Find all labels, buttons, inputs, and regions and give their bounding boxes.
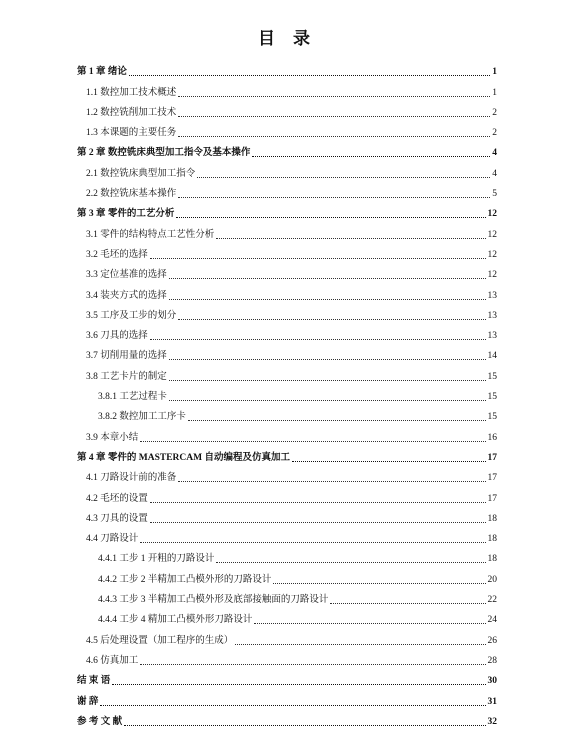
dot-leader (140, 663, 485, 665)
dot-leader (330, 602, 485, 604)
toc-page-number: 13 (487, 290, 497, 301)
toc-section-entry[interactable] (77, 565, 497, 585)
toc-page-number: 24 (487, 615, 497, 626)
dot-leader (124, 724, 485, 726)
toc-page-number: 18 (487, 534, 497, 545)
toc-entry-label: 结 束 语 (77, 676, 111, 687)
toc-section-entry[interactable] (77, 180, 497, 200)
toc-page-number: 31 (487, 696, 497, 707)
toc-entry-label: 1.2 数控铣削加工技术 (86, 107, 177, 118)
dot-leader (178, 196, 490, 198)
toc-page-number: 12 (487, 209, 497, 220)
toc-page-number: 12 (487, 270, 497, 281)
toc-chapter-entry[interactable] (77, 444, 497, 464)
dot-leader (112, 683, 485, 685)
toc-entry-label: 3.7 切削用量的选择 (86, 351, 167, 362)
dot-leader (100, 704, 485, 706)
toc-entry-label: 4.4.1 工步 1 开粗的刀路设计 (98, 554, 215, 565)
dot-leader (216, 561, 485, 563)
toc-section-entry[interactable] (77, 484, 497, 504)
toc-entry-label: 3.4 装夹方式的选择 (86, 290, 167, 301)
dot-leader (150, 521, 486, 523)
toc-section-entry[interactable] (77, 423, 497, 443)
toc-entry-label: 第 2 章 数控铣床典型加工指令及基本操作 (77, 148, 251, 159)
toc-page-number: 13 (487, 310, 497, 321)
toc-entry-label: 谢 辞 (77, 696, 99, 707)
toc-page-number: 1 (492, 87, 497, 98)
toc-section-entry[interactable] (77, 362, 497, 382)
toc-chapter-entry[interactable] (77, 667, 497, 687)
toc-entry-label: 第 1 章 绪论 (77, 67, 127, 78)
toc-page-number: 4 (492, 148, 497, 159)
toc-section-entry[interactable] (77, 220, 497, 240)
toc-page-number: 2 (492, 107, 497, 118)
toc-page-number: 18 (487, 513, 497, 524)
dot-leader (150, 257, 486, 259)
toc-page-number: 14 (487, 351, 497, 362)
toc-page-number: 12 (487, 249, 497, 260)
dot-leader (188, 419, 486, 421)
dot-leader (197, 176, 490, 178)
toc-section-entry[interactable] (77, 383, 497, 403)
toc-page-number: 20 (487, 574, 497, 585)
toc-page-number: 22 (487, 595, 497, 606)
dot-leader (254, 622, 485, 624)
dot-leader (169, 298, 486, 300)
toc-section-entry[interactable] (77, 261, 497, 281)
toc-entry-label: 4.4.2 工步 2 半精加工凸模外形的刀路设计 (98, 574, 272, 585)
toc-section-entry[interactable] (77, 647, 497, 667)
toc-entry-label: 3.8 工艺卡片的制定 (86, 371, 167, 382)
toc-entry-label: 1.3 本课题的主要任务 (86, 128, 177, 139)
table-of-contents (77, 58, 497, 728)
toc-section-entry[interactable] (77, 99, 497, 119)
toc-entry-label: 3.2 毛坯的选择 (86, 249, 148, 260)
toc-section-entry[interactable] (77, 525, 497, 545)
toc-entry-label: 2.2 数控铣床基本操作 (86, 189, 177, 200)
toc-page-number: 4 (492, 168, 497, 179)
toc-entry-label: 3.9 本章小结 (86, 432, 139, 443)
dot-leader (140, 440, 485, 442)
dot-leader (292, 460, 486, 462)
dot-leader (273, 582, 485, 584)
toc-page-number: 5 (492, 189, 497, 200)
toc-page-number: 17 (487, 473, 497, 484)
toc-entry-label: 4.5 后处理设置（加工程序的生成） (86, 635, 234, 646)
toc-entry-label: 4.4.3 工步 3 半精加工凸模外形及底部接触面的刀路设计 (98, 595, 329, 606)
dot-leader (150, 501, 486, 503)
dot-leader (235, 643, 485, 645)
toc-entry-label: 3.8.1 工艺过程卡 (98, 392, 167, 403)
toc-entry-label: 3.5 工序及工步的划分 (86, 310, 177, 321)
toc-entry-label: 4.3 刀具的设置 (86, 513, 148, 524)
toc-page-number: 15 (487, 412, 497, 423)
toc-entry-label: 3.6 刀具的选择 (86, 331, 148, 342)
toc-page-number: 18 (487, 554, 497, 565)
toc-entry-label: 2.1 数控铣床典型加工指令 (86, 168, 196, 179)
toc-section-entry[interactable] (77, 545, 497, 565)
dot-leader (178, 95, 490, 97)
toc-entry-label: 4.1 刀路设计前的准备 (86, 473, 177, 484)
toc-entry-label: 第 4 章 零件的 MASTERCAM 自动编程及仿真加工 (77, 452, 290, 463)
toc-page-number: 16 (487, 432, 497, 443)
toc-section-entry[interactable] (77, 241, 497, 261)
dot-leader (178, 135, 490, 137)
toc-page-number: 2 (492, 128, 497, 139)
toc-section-entry[interactable] (77, 403, 497, 423)
toc-entry-label: 3.1 零件的结构特点工艺性分析 (86, 229, 215, 240)
toc-page-number: 32 (487, 716, 497, 727)
dot-leader (169, 399, 486, 401)
toc-page-number: 17 (487, 452, 497, 463)
toc-chapter-entry[interactable] (77, 708, 497, 728)
toc-page-number: 17 (487, 493, 497, 504)
toc-section-entry[interactable] (77, 606, 497, 626)
toc-entry-label: 4.4 刀路设计 (86, 534, 139, 545)
toc-section-entry[interactable] (77, 505, 497, 525)
dot-leader (150, 338, 486, 340)
toc-page-number: 15 (487, 371, 497, 382)
toc-section-entry[interactable] (77, 626, 497, 646)
toc-chapter-entry[interactable] (77, 687, 497, 707)
dot-leader (169, 358, 486, 360)
toc-entry-label: 4.4.4 工步 4 精加工凸模外形刀路设计 (98, 615, 253, 626)
dot-leader (178, 480, 485, 482)
toc-section-entry[interactable] (77, 78, 497, 98)
dot-leader (252, 155, 490, 157)
dot-leader (178, 115, 490, 117)
toc-entry-label: 参 考 文 献 (77, 716, 123, 727)
toc-page-number: 28 (487, 655, 497, 666)
toc-section-entry[interactable] (77, 464, 497, 484)
toc-entry-label: 3.8.2 数控加工工序卡 (98, 412, 186, 423)
toc-section-entry[interactable] (77, 159, 497, 179)
dot-leader (176, 216, 485, 218)
toc-entry-label: 3.3 定位基准的选择 (86, 270, 167, 281)
toc-page-number: 1 (492, 67, 497, 78)
toc-page-number: 12 (487, 229, 497, 240)
toc-section-entry[interactable] (77, 322, 497, 342)
dot-leader (216, 237, 485, 239)
toc-entry-label: 1.1 数控加工技术概述 (86, 87, 177, 98)
toc-chapter-entry[interactable] (77, 200, 497, 220)
toc-page-number: 26 (487, 635, 497, 646)
toc-chapter-entry[interactable] (77, 58, 497, 78)
page-title: 目 录 (258, 29, 316, 49)
toc-entry-label: 第 3 章 零件的工艺分析 (77, 209, 175, 220)
dot-leader (129, 74, 490, 76)
toc-section-entry[interactable] (77, 281, 497, 301)
toc-section-entry[interactable] (77, 586, 497, 606)
toc-section-entry[interactable] (77, 302, 497, 322)
toc-chapter-entry[interactable] (77, 139, 497, 159)
toc-page-number: 30 (487, 676, 497, 687)
dot-leader (178, 318, 485, 320)
dot-leader (169, 379, 486, 381)
toc-page-number: 13 (487, 331, 497, 342)
toc-page-number: 15 (487, 392, 497, 403)
toc-section-entry[interactable] (77, 119, 497, 139)
toc-entry-label: 4.6 仿真加工 (86, 655, 139, 666)
toc-entry-label: 4.2 毛坯的设置 (86, 493, 148, 504)
dot-leader (140, 541, 485, 543)
dot-leader (169, 277, 486, 279)
toc-section-entry[interactable] (77, 342, 497, 362)
